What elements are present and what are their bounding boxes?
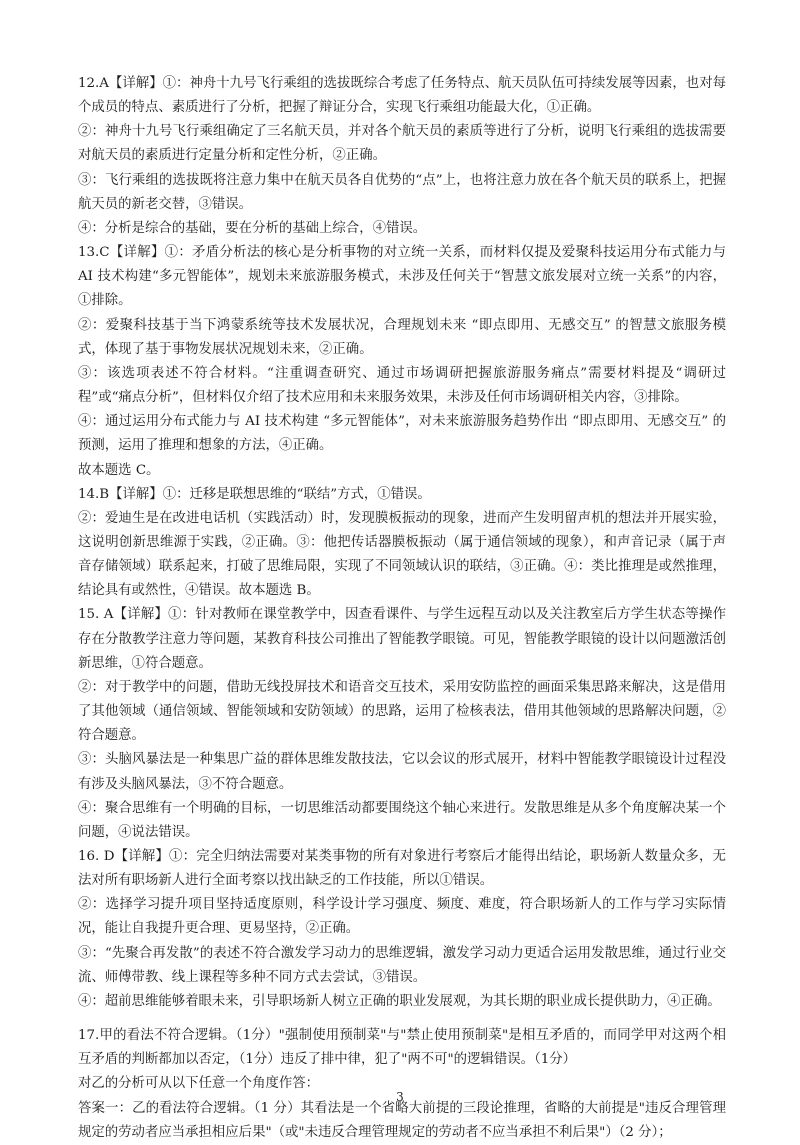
answer-16-point-3: ③：“先聚合再发散”的表述不符合激发学习动力的思维逻辑，激发学习动力更适合运用发散思维，通过行业交流、师傅带教、线上课程等多种不同方式去尝试，③错误。 [78,945,726,985]
page-number: 3 [396,1090,404,1104]
answer-15-point-2: ②：对于教学中的问题，借助无线投屏技术和语音交互技术，采用安防监控的画面采集思路来解决，这是借用了其他领域（通信领域、智能领域和安防领域）的思路，运用了检核表法，借用其他领域的思路解决问题，②符合题意。 [78,679,726,744]
answer-15-point-3: ③：头脑风暴法是一种集思广益的群体思维发散技法，它以会议的形式展开，材料中智能教学眼镜设计过程没有涉及头脑风暴法，③不符合题意。 [78,752,726,792]
answer-17-yi-intro: 对乙的分析可从以下任意一个角度作答： [78,1076,320,1092]
answer-12-point-3: ③：飞行乘组的选拔既将注意力集中在航天员各自优势的“点”上，也将注意力放在各个航天员的联系上，把握航天员的新老交替，③错误。 [78,172,726,212]
answer-13-point-4: ④：通过运用分布式能力与 AI 技术构建 “多元智能体”，对未来旅游服务趋势作出 “即点即用、无感交互” 的预测，运用了推理和想象的方法，④正确。 [78,414,726,454]
answer-13-point-3: ③：该选项表述不符合材料。“注重调查研究、通过市场调研把握旅游服务痛点”需要材料提及“调研过程”或“痛点分析”，但材料仅介绍了技术应用和未来服务效果，未涉及任何市场调研相关内容，③排除。 [78,365,726,406]
answer-15-point-1: 15. A【详解】①：针对教师在课堂教学中，因查看课件、与学生远程互动以及关注教室后方学生状态等操作存在分散教学注意力等问题，某教育科技公司推出了智能教学眼镜。可见，智能教学眼镜的设计以问题激活创新思维，①符合题意。 [78,607,726,671]
answer-13-point-2: ②：爱聚科技基于当下鸿蒙系统等技术发展状况，合理规划未来 “即点即用、无感交互” 的智慧文旅服务模式，体现了基于事物发展状况规划未来，②正确。 [78,317,726,357]
answer-16-point-1: 16. D【详解】①：完全归纳法需要对某类事物的所有对象进行考察后才能得出结论，职场新人数量众多，无法对所有职场新人进行全面考察以找出缺乏的工作技能，所以①错误。 [78,849,726,889]
answer-13-conclusion: 故本题选 C。 [78,462,160,478]
answer-12-point-4: ④：分析是综合的基础，要在分析的基础上综合，④错误。 [78,220,427,236]
answer-content [78,72,726,1145]
answer-16-point-2: ②：选择学习提升项目坚持适度原则，科学设计学习强度、频度、难度，符合职场新人的工作与学习实际情况，能让自我提升更合理、更易坚持，②正确。 [78,897,726,937]
section-gap [78,1014,726,1024]
answer-14-point-1: 14.B【详解】①：迁移是联想思维的“联结”方式，①错误。 [78,486,431,502]
answer-17-part-jia: 17.甲的看法不符合逻辑。（1分）"强制使用预制菜"与"禁止使用预制菜"是相互矛盾的，而同学甲对这两个相互矛盾的判断都加以否定，（1分）违反了排中律，犯了"两不可"的逻辑错误。（1分） [78,1028,726,1068]
answer-17-option-1: 答案一：乙的看法符合逻辑。（1 分）其看法是一个省略大前提的三段论推理，省略的大前提是"违反合理管理规定的劳动者应当承担相应后果"（或"未违反合理管理规定的劳动者不应当承担不利后果"）（2 分）； [78,1100,726,1140]
answer-14-points-2-4: ②：爱迪生是在改进电话机（实践活动）时，发现膜板振动的现象，进而产生发明留声机的想法并开展实验，这说明创新思维源于实践，②正确。③：他把传话器膜板振动（属于通信领域的现象），和声音记录（属于声音存储领域）联系起来，打破了思维局限，实现了不同领域认识的联结，③正确。④：类比推理是或然推理，结论具有或然性，④错误。故本题选 B。 [78,510,726,599]
answer-12-point-1: 12.A【详解】①：神舟十九号飞行乘组的选拔既综合考虑了任务特点、航天员队伍可持续发展等因素，也对每个成员的特点、素质进行了分析，把握了辩证分合，实现飞行乘组功能最大化，①正确。 [78,76,726,116]
answer-15-point-4: ④：聚合思维有一个明确的目标，一切思维活动都要围绕这个轴心来进行。发散思维是从多个角度解决某一个问题，④说法错误。 [78,800,726,840]
answer-16-point-4: ④：超前思维能够着眼未来，引导职场新人树立正确的职业发展观，为其长期的职业成长提供助力，④正确。 [78,993,721,1009]
answer-13-point-1: 13.C【详解】①：矛盾分析法的核心是分析事物的对立统一关系，而材料仅提及爱聚科技运用分布式能力与 AI 技术构建“多元智能体”，规划未来旅游服务模式，未涉及任何关于“智慧文旅发展对立统一关系”的内容，①排除。 [78,245,726,309]
answer-12-point-2: ②：神舟十九号飞行乘组确定了三名航天员，并对各个航天员的素质等进行了分析，说明飞行乘组的选拔需要对航天员的素质进行定量分析和定性分析，②正确。 [78,124,726,164]
